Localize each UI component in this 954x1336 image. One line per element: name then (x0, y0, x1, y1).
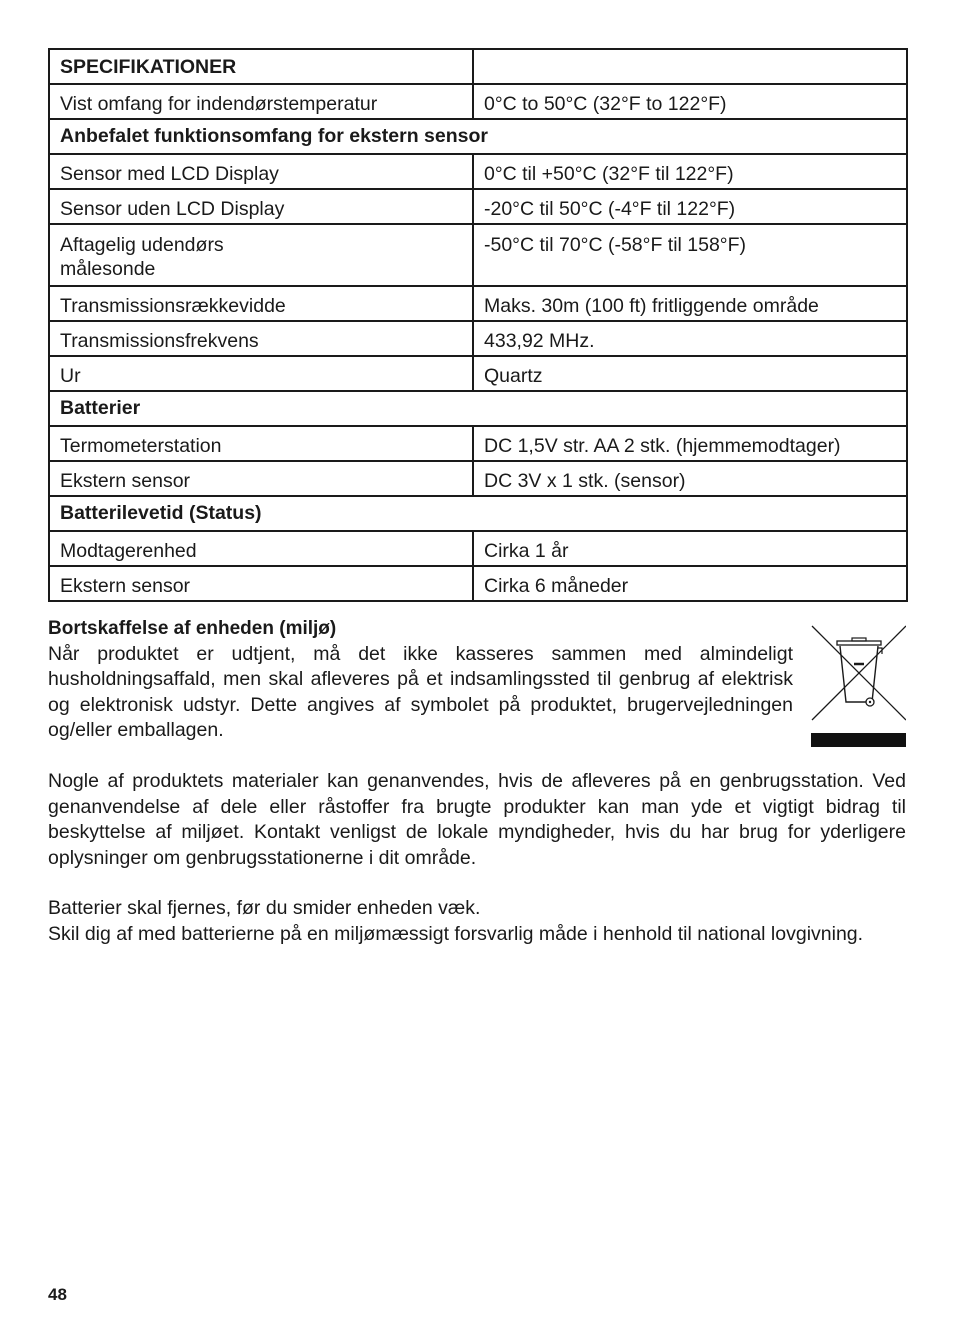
spec-label: Vist omfang for indendørstemperatur (49, 84, 473, 119)
table-row (49, 321, 907, 356)
section-heading: Anbefalet funktionsomfang for ekstern sensor (49, 119, 907, 154)
disposal-paragraph: Når produktet er udtjent, må det ikke kasseres sammen med almindeligt husholdningsaffald, men skal afleveres på et indsamlingssted til genbrug af elektrisk og elektronisk udstyr. Dette angives af symbolet på produktet, brugervejledningen og/eller emballagen. (48, 642, 793, 741)
spec-label (49, 224, 473, 286)
table-title-value (473, 49, 907, 84)
spec-value: 0°C to 50°C (32°F to 122°F) (473, 84, 907, 119)
spec-value: Maks. 30m (100 ft) fritliggende område (473, 286, 907, 321)
spec-value: Cirka 1 år (473, 531, 907, 566)
spec-label-line1: Aftagelig udendørs (60, 234, 224, 256)
spec-label: Termometerstation (49, 426, 473, 461)
table-header-row (49, 49, 907, 84)
table-row (49, 189, 907, 224)
section-heading: Batterilevetid (Status) (49, 496, 907, 531)
table-row (49, 286, 907, 321)
spec-value: 0°C til +50°C (32°F til 122°F) (473, 154, 907, 189)
spec-value: Cirka 6 måneder (473, 566, 907, 601)
spec-value: Quartz (473, 356, 907, 391)
spec-label-line2: målesonde (60, 258, 156, 280)
spec-value: DC 3V x 1 stk. (sensor) (473, 461, 907, 496)
battery-line-2: Skil dig af med batterierne på en miljømæssigt forsvarlig måde i henhold til national lovgivning. (48, 922, 864, 945)
table-row (49, 84, 907, 119)
spec-label: Modtagerenhed (49, 531, 473, 566)
spec-label: Transmissionsfrekvens (49, 321, 473, 356)
recycling-paragraph: Nogle af produktets materialer kan genanvendes, hvis de afleveres på en genbrugsstation. Ved genanvendelse af dele eller råstoffer fra brugte produkter kan man yde et vigtigt bidrag til beskyttelse af miljøet. Kontakt venligst de lokale myndigheder, hvis du har brug for yderligere oplysninger om genbrugsstationerne i dit område. (48, 770, 906, 869)
spec-value: 433,92 MHz. (473, 321, 907, 356)
table-row (49, 356, 907, 391)
spec-label: Sensor uden LCD Display (49, 189, 473, 224)
battery-line-1: Batterier skal fjernes, før du smider enheden væk. (48, 897, 481, 919)
spec-label: Transmissionsrækkevidde (49, 286, 473, 321)
table-section-row (49, 119, 907, 154)
table-row (49, 426, 907, 461)
page-number: 48 (48, 1285, 67, 1304)
table-section-row (49, 391, 907, 426)
spec-value: DC 1,5V str. AA 2 stk. (hjemmemodtager) (473, 426, 907, 461)
table-row (49, 461, 907, 496)
table-row (49, 224, 907, 286)
spec-label: Ur (49, 356, 473, 391)
spec-value: -20°C til 50°C (-4°F til 122°F) (473, 189, 907, 224)
table-row (49, 531, 907, 566)
section-heading: Batterier (49, 391, 907, 426)
table-title: SPECIFIKATIONER (49, 49, 473, 84)
spec-value: -50°C til 70°C (-58°F til 158°F) (473, 224, 907, 286)
disposal-section (48, 616, 906, 744)
table-row (49, 154, 907, 189)
specifications-table (48, 48, 908, 602)
spec-label: Sensor med LCD Display (49, 154, 473, 189)
disposal-heading: Bortskaffelse af enheden (miljø) (48, 618, 337, 639)
spec-label: Ekstern sensor (49, 461, 473, 496)
table-section-row (49, 496, 907, 531)
spec-label: Ekstern sensor (49, 566, 473, 601)
battery-paragraph (48, 896, 906, 947)
crossed-out-wheelie-bin-icon (810, 624, 906, 748)
table-row (49, 566, 907, 601)
